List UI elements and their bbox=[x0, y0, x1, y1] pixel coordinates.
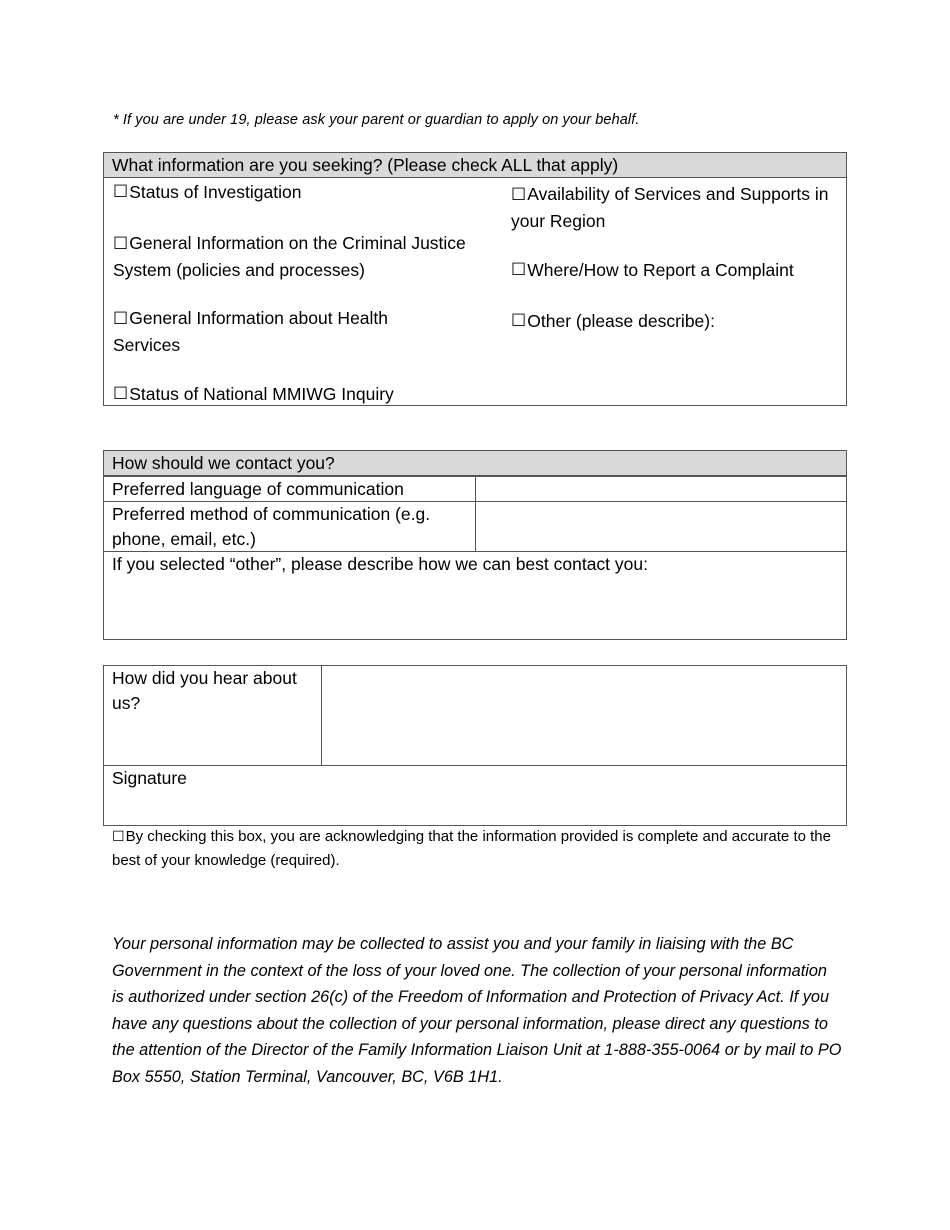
option-status-of-investigation[interactable] bbox=[113, 179, 493, 205]
option-label: Status of National MMIWG Inquiry bbox=[129, 384, 394, 404]
checkbox-icon[interactable]: ☐ bbox=[113, 309, 129, 329]
other-contact-label: If you selected “other”, please describe how we can best contact you: bbox=[112, 554, 648, 574]
preferred-language-field[interactable] bbox=[476, 477, 846, 502]
option-label: Status of Investigation bbox=[129, 182, 302, 202]
hear-about-label: How did you hear about us? bbox=[112, 668, 297, 713]
other-contact-field[interactable] bbox=[104, 578, 846, 639]
checkbox-icon[interactable]: ☐ bbox=[511, 260, 527, 280]
hear-about-field[interactable] bbox=[322, 666, 846, 766]
signature-label: Signature bbox=[112, 768, 187, 788]
checkbox-icon[interactable]: ☐ bbox=[113, 384, 129, 404]
option-label: Where/How to Report a Complaint bbox=[527, 260, 794, 280]
contact-header: How should we contact you? bbox=[104, 451, 846, 476]
option-health-services-info[interactable] bbox=[113, 305, 453, 358]
option-other[interactable] bbox=[511, 308, 841, 334]
option-report-complaint[interactable] bbox=[511, 257, 841, 283]
preferred-method-label: Preferred method of communication (e.g. phone, email, etc.) bbox=[112, 504, 431, 549]
acknowledgement bbox=[112, 825, 842, 873]
option-label: General Information about Health Services bbox=[113, 308, 389, 355]
option-services-availability[interactable] bbox=[511, 181, 841, 234]
option-label: General Information on the Criminal Justice System (policies and processes) bbox=[113, 233, 466, 280]
signature-row bbox=[104, 765, 846, 825]
checkbox-icon[interactable]: ☐ bbox=[113, 182, 129, 202]
contact-section bbox=[103, 450, 847, 640]
option-label: Other (please describe): bbox=[527, 311, 715, 331]
option-label: Availability of Services and Supports in your Region bbox=[511, 184, 829, 231]
acknowledgement-checkbox[interactable]: ☐ bbox=[112, 829, 125, 845]
acknowledgement-text: By checking this box, you are acknowledging that the information provided is complete and accurate to the best of your knowledge (required). bbox=[112, 828, 831, 869]
preferred-language-row bbox=[104, 476, 846, 502]
seeking-info-header: What information are you seeking? (Please check ALL that apply) bbox=[104, 153, 846, 178]
other-contact-row bbox=[104, 551, 846, 639]
preferred-method-row bbox=[104, 501, 846, 551]
under-19-note: * If you are under 19, please ask your parent or guardian to apply on your behalf. bbox=[113, 112, 640, 128]
hear-about-row bbox=[104, 666, 846, 766]
seeking-info-section bbox=[103, 152, 847, 406]
signature-field[interactable] bbox=[224, 766, 846, 825]
referral-signature-section bbox=[103, 665, 847, 826]
privacy-notice: Your personal information may be collected to assist you and your family in liaising with the BC Government in the context of the loss of your loved one. The collection of your personal information is authorized under section 26(c) of the Freedom of Information and Protection of Privacy Act. If you have any questions about the collection of your personal information, please direct any questions to the attention of the Director of the Family Information Liaison Unit at 1-888-355-0064 or by mail to PO Box 5550, Station Terminal, Vancouver, BC, V6B 1H1. bbox=[112, 935, 842, 1086]
preferred-method-field[interactable] bbox=[476, 502, 846, 551]
checkbox-icon[interactable]: ☐ bbox=[113, 234, 129, 254]
checkbox-icon[interactable]: ☐ bbox=[511, 311, 527, 331]
checkbox-icon[interactable]: ☐ bbox=[511, 185, 527, 205]
option-criminal-justice-info[interactable] bbox=[113, 230, 473, 283]
option-mmiwg-inquiry-status[interactable] bbox=[113, 381, 493, 407]
preferred-language-label: Preferred language of communication bbox=[112, 479, 404, 499]
